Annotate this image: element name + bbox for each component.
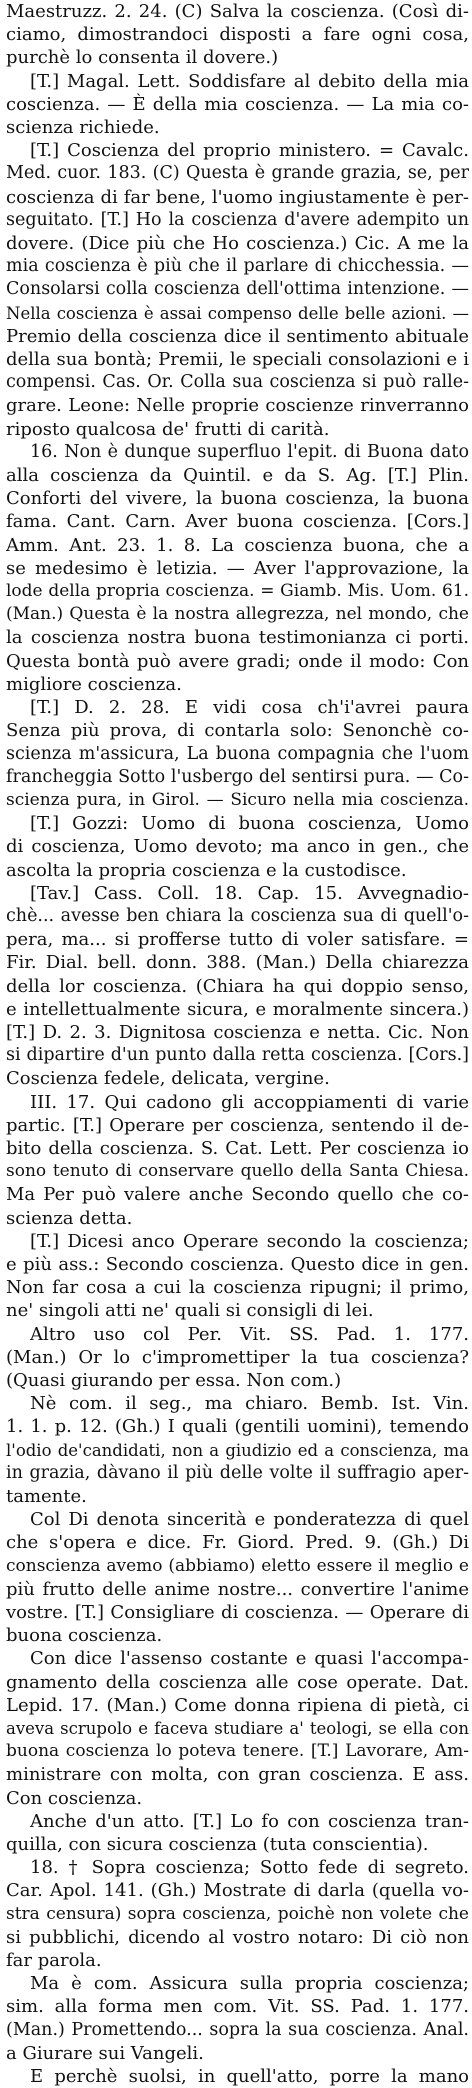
text-line: ministrare con molta, con gran coscienza. E ass. bbox=[6, 1764, 469, 1786]
text-line: (Quasi giurando per essa. Non com.) bbox=[6, 1369, 342, 1391]
text-line: della lor coscienza. (Chiara ha qui doppio senso, bbox=[6, 975, 469, 997]
text-line: ciamo, dimostrandoci disposti a fare ogni cosa, bbox=[6, 24, 469, 46]
text-line: Premio della coscienza dice il sentimento abituale bbox=[6, 325, 469, 347]
text-line: Amm. Ant. 23. 1. 8. La coscienza buona, che a bbox=[6, 534, 469, 556]
text-line: 1. 1. p. 12. (Gh.) I quali (gentili uomini), temendo bbox=[6, 1416, 469, 1438]
text-line: sono tenuto di conservare quello della Santa Chiesa. bbox=[6, 1161, 469, 1182]
text-line: Ma è com. Assicura sulla propria coscienza; bbox=[30, 1973, 469, 1995]
text-line: (Man.) Or lo c'impromettiper la tua coscienza? bbox=[6, 1346, 469, 1368]
text-line: Conforti del vivere, la buona coscienza, la buona bbox=[6, 488, 469, 510]
text-line: mia coscienza è più che il parlare di chicchessia. — bbox=[6, 256, 469, 277]
text-line: tamente. bbox=[6, 1486, 87, 1507]
text-line: stra censura) sopra coscienza, poichè non volete che bbox=[6, 1903, 469, 1924]
text-line: scienza m'assicura, La buona compagnia che l'uom bbox=[6, 743, 469, 764]
text-line: scienza pura, in Girol. — Sicuro nella mia coscienza. bbox=[6, 789, 469, 810]
text-line: buona coscienza lo poteva tenere. [T.] Lavorare, Am- bbox=[6, 1741, 469, 1762]
text-line: coscienza. — È della mia coscienza. — La mia co- bbox=[6, 93, 469, 115]
text-line: [T.] Gozzi: Uomo di buona coscienza, Uomo bbox=[30, 813, 469, 835]
text-line: se medesimo è letizia. — Aver l'approvazione, la bbox=[6, 557, 469, 579]
text-line: Con coscienza. bbox=[6, 1787, 143, 1809]
text-line: Car. Apol. 141. (Gh.) Mostrate di darla (quella vo- bbox=[6, 1880, 469, 1902]
text-line: alla coscienza da Quintil. e da S. Ag. [T.] Plin. bbox=[6, 465, 469, 487]
text-line: gnamento della coscienza alle cose operate. Dat. bbox=[6, 1671, 469, 1693]
text-line: Con dice l'assenso costante e quasi l'accompa- bbox=[30, 1648, 469, 1670]
text-line: Nella coscienza è assai compenso delle belle azioni. — bbox=[6, 303, 469, 323]
text-line: scienza richiede. bbox=[6, 117, 160, 139]
text-line: seguitato. [T.] Ho la coscienza d'avere adempito un bbox=[6, 209, 469, 230]
text-line: vostre. [T.] Consigliare di coscienza. — Operare di bbox=[6, 1602, 469, 1624]
text-line: E perchè suolsi, in quell'atto, porre la mano bbox=[30, 2066, 469, 2088]
text-line: Med. cuor. 183. (C) Questa è grande grazia, se, per bbox=[6, 163, 469, 184]
text-line: (Man.) Promettendo... sopra la sua coscienza. Anal. bbox=[6, 2019, 469, 2040]
text-line: Lepid. 17. (Man.) Come donna ripiena di pietà, ci bbox=[6, 1694, 469, 1716]
text-line: [T.] Coscienza del proprio ministero. = Cavalc. bbox=[30, 140, 469, 162]
text-line: Coscienza fedele, delicata, vergine. bbox=[6, 1068, 330, 1090]
text-line: la coscienza nostra buona testimonianza ci porti. bbox=[6, 627, 469, 649]
text-line: francheggia Sotto l'usbergo del sentirsi pura. — Co- bbox=[6, 766, 469, 787]
text-line: fama. Cant. Carn. Aver buona coscienza. [Cors.] bbox=[6, 511, 469, 533]
text-line: sim. alla forma men com. Vit. SS. Pad. 1. 177. bbox=[6, 1996, 469, 2018]
text-line: riposto qualcosa de' frutti di carità. bbox=[6, 418, 330, 440]
text-line: in grazia, dàvano il più delle volte il suffragio aper- bbox=[6, 1462, 469, 1483]
text-line: di coscienza, Uomo devoto; ma anco in gen., che bbox=[6, 836, 469, 858]
text-line: Ma Per può valere anche Secondo quello che co- bbox=[6, 1184, 469, 1206]
text-line: ne' singoli atti ne' quali si consigli di lei. bbox=[6, 1300, 374, 1322]
text-line: [T.] D. 2. 3. Dignitosa coscienza e netta. Cic. Non bbox=[6, 1021, 469, 1043]
text-line: l'odio de'candidati, non a giudizio ed a conscienza, ma bbox=[6, 1440, 469, 1460]
text-line: Questa bontà può avere gradi; onde il modo: Con bbox=[6, 650, 469, 672]
text-line: far parola. bbox=[6, 1950, 102, 1972]
text-line: conscienza avemo (abbiamo) eletto essere il meglio e bbox=[6, 1555, 469, 1576]
text-line: (Man.) Questa è la nostra allegrezza, nel mondo, che bbox=[6, 604, 469, 625]
text-line: 18. † Sopra coscienza; Sotto fede di segreto. bbox=[30, 1857, 469, 1879]
text-line: grare. Leone: Nelle proprie coscienze rinverranno bbox=[6, 395, 469, 417]
text-line: e intellettualmente sicura, e moralmente sincera.) bbox=[6, 998, 469, 1020]
text-line: dovere. (Dice più che Ho coscienza.) Cic. A me la bbox=[6, 233, 469, 255]
text-line: Consolarsi colla coscienza dell'ottima intenzione. — bbox=[6, 279, 469, 300]
text-line: migliore coscienza. bbox=[6, 673, 182, 695]
text-line: Senza più prova, di contarla solo: Senonchè co- bbox=[6, 720, 469, 742]
text-line: pera, ma... si profferse tutto di voler satisfare. = bbox=[6, 929, 469, 951]
text-line: Anche d'un atto. [T.] Lo fo con coscienza tran- bbox=[30, 1810, 469, 1832]
text-line: Fir. Dial. bell. donn. 388. (Man.) Della chiarezza bbox=[6, 952, 469, 974]
text-line: più frutto delle anime nostre... convertire l'anime bbox=[6, 1578, 469, 1600]
text-line: [T.] Dicesi anco Operare secondo la coscienza; bbox=[30, 1230, 469, 1252]
text-line: scienza detta. bbox=[6, 1207, 133, 1229]
text-line: Col Di denota sincerità e ponderatezza di quel bbox=[30, 1509, 469, 1531]
text-line: compensi. Cas. Or. Colla sua coscienza si può ralle- bbox=[6, 372, 469, 393]
text-line: si dipartire d'un punto dalla retta coscienza. [Cors.] bbox=[6, 1045, 469, 1066]
text-line: a Giurare sui Vangeli. bbox=[6, 2042, 204, 2064]
text-line: della sua bontà; Premii, le speciali consolazioni e i bbox=[6, 349, 469, 371]
text-line: lode della propria coscienza. = Giamb. Mis. Uom. 61. bbox=[6, 581, 469, 602]
text-line: [T.] D. 2. 28. E vidi cosa ch'i'avrei paura bbox=[30, 697, 469, 719]
text-line: si pubblichi, dicendo al vostro notaro: Di ciò non bbox=[6, 1926, 469, 1948]
text-line: Altro uso col Per. Vit. SS. Pad. 1. 177. bbox=[30, 1323, 469, 1345]
text-line: Non far cosa a cui la coscienza ripugni; il primo, bbox=[6, 1277, 469, 1299]
text-line: Maestruzz. 2. 24. (C) Salva la coscienza. (Così di- bbox=[6, 1, 469, 22]
text-line: bito della coscienza. S. Cat. Lett. Per coscienza io bbox=[6, 1137, 469, 1159]
text-line: che s'opera e dice. Fr. Giord. Pred. 9. (Gh.) Di bbox=[6, 1532, 469, 1554]
text-line: purchè lo consenta il dovere.) bbox=[6, 47, 279, 69]
text-line: buona coscienza. bbox=[6, 1625, 163, 1647]
text-line: III. 17. Qui cadono gli accoppiamenti di varie bbox=[30, 1091, 469, 1113]
text-line: coscienza di far bene, l'uomo ingiustamente è per- bbox=[6, 186, 469, 208]
text-line: partic. [T.] Operare per coscienza, sentendo il de- bbox=[6, 1114, 469, 1136]
text-line: e più ass.: Secondo coscienza. Questo dice in gen. bbox=[6, 1253, 469, 1275]
text-line: chè... avesse ben chiara la coscienza sua di quell'o- bbox=[6, 905, 469, 926]
text-line: Nè com. il seg., ma chiaro. Bemb. Ist. Vin. bbox=[30, 1393, 469, 1415]
text-line: [T.] Magal. Lett. Soddisfare al debito della mia bbox=[30, 70, 469, 92]
text-line: 16. Non è dunque superfluo l'epit. di Buona dato bbox=[30, 441, 469, 462]
text-line: [Tav.] Cass. Coll. 18. Cap. 15. Avvegnadio- bbox=[30, 882, 469, 904]
text-line: ascolta la propria coscienza e la custodisce. bbox=[6, 859, 407, 881]
text-line: aveva scrupolo e faceva studiare a' teologi, se ella con bbox=[6, 1719, 469, 1739]
text-line: quilla, con sicura coscienza (tuta conscientia). bbox=[6, 1834, 429, 1856]
